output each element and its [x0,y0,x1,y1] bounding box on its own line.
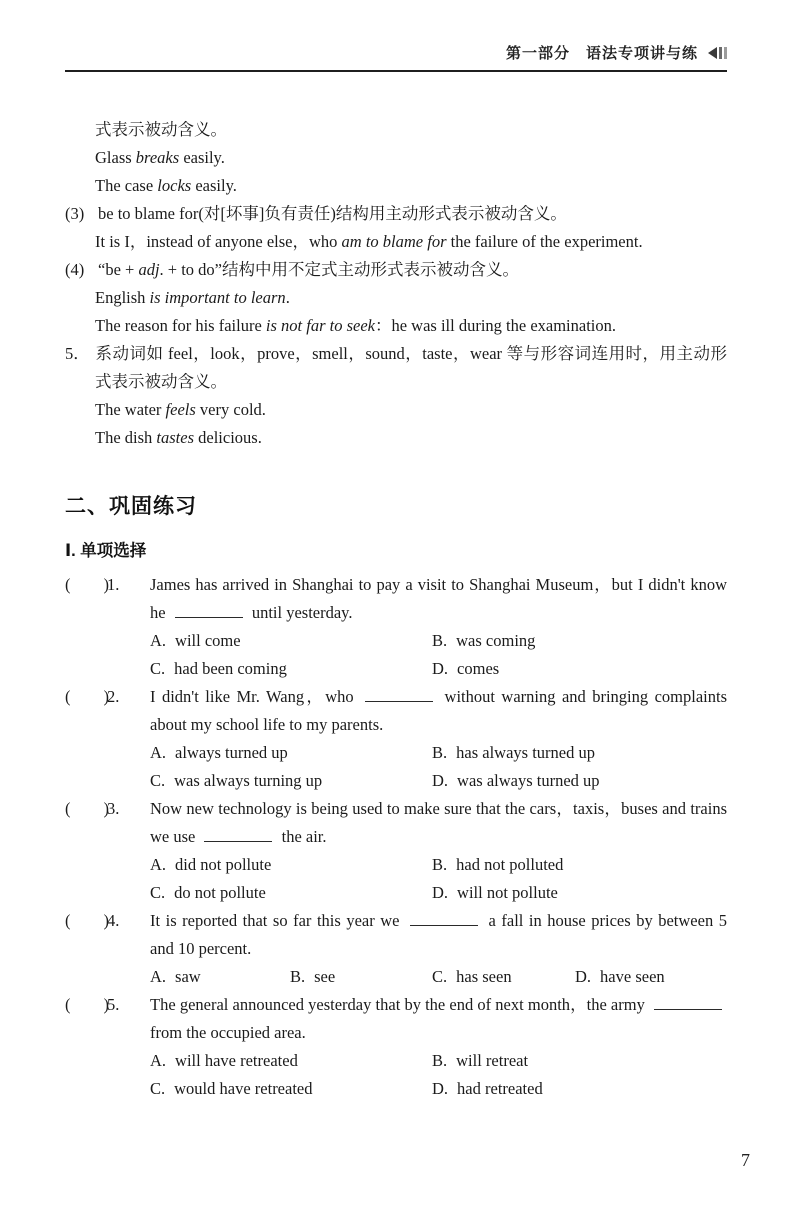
option-c [150,655,432,683]
option-letter: A. [150,1051,167,1070]
option-d [432,767,727,795]
header-row [65,42,727,63]
option-text: did not pollute [175,855,272,874]
text-run: easily. [179,148,225,167]
answer-paren: ( ) [65,799,109,818]
option-grid [150,851,727,907]
option-text: had not polluted [456,855,564,874]
option-text: was always turning up [174,771,323,790]
question [65,683,727,795]
option-a [150,739,432,767]
option-grid [150,627,727,683]
answer-blank [175,605,243,618]
question-text [150,795,727,851]
text-run: 系动词如 feel，look，prove，smell，sound，taste，wear 等与形容词连用时，用主动形式表示被动含义。 [95,344,727,391]
text-run: “be + [98,260,139,279]
question [65,795,727,907]
option-text: was always turned up [457,771,600,790]
intro-item [65,256,727,284]
text-run: The water [95,400,166,419]
option-text: has always turned up [456,743,595,762]
italic-text: tastes [156,428,195,447]
option-letter: C. [150,1079,166,1098]
question [65,907,727,991]
option-text: has seen [456,967,512,986]
option-c [150,1075,432,1103]
option-b [432,739,727,767]
text-run: from the occupied area. [150,1023,306,1042]
item-marker: 5． [65,344,90,363]
page-header [65,42,727,72]
header-section-label: 第一部分 语法专项讲与练 [505,45,698,62]
intro-item [65,200,727,228]
question-number: 3. [107,799,120,818]
option-letter: B. [290,967,306,986]
option-letter: B. [432,1051,448,1070]
option-c [150,767,432,795]
text-run: The reason for his failure [95,316,266,335]
question [65,571,727,683]
text-run: . + to do”结构中用不定式主动形式表示被动含义。 [159,260,520,279]
option-text: do not pollute [174,883,266,902]
answer-paren: ( ) [65,687,109,706]
question-text [150,683,727,739]
bar-icon [719,47,722,59]
option-letter: B. [432,631,448,650]
option-text: always turned up [175,743,288,762]
option-b [432,1047,727,1075]
option-letter: B. [432,855,448,874]
question-number: 2. [107,687,120,706]
text-run: . [285,288,290,307]
option-b [432,851,727,879]
option-b [290,963,432,991]
question-text [150,991,727,1047]
option-text: will come [175,631,241,650]
question [65,991,727,1103]
option-text: had retreated [457,1079,543,1098]
option-letter: C. [432,967,448,986]
option-a [150,1047,432,1075]
option-d [432,1075,727,1103]
option-d [432,655,727,683]
page-content [65,116,727,1103]
answer-paren: ( ) [65,911,109,930]
option-letter: D. [432,1079,449,1098]
italic-text: is not far to seek [265,316,375,335]
text-run: Glass [95,148,136,167]
option-grid [150,739,727,795]
answer-blank [410,913,478,926]
intro-line [95,284,727,312]
answer-paren: ( ) [65,995,109,1014]
italic-text: am to blame for [341,232,447,251]
option-text: see [314,967,336,986]
text-run: ：he was ill during the examination. [374,316,616,335]
option-b [432,627,727,655]
triangle-icon [708,47,717,59]
option-text: would have retreated [174,1079,313,1098]
intro-line [95,116,727,144]
option-text: will retreat [456,1051,529,1070]
option-letter: D. [432,883,449,902]
intro-lines [65,116,727,452]
text-run: the failure of the experiment. [446,232,643,251]
rewind-bars-icon [708,47,727,59]
italic-text: breaks [135,148,180,167]
option-text: was coming [456,631,536,650]
text-run: Now new technology is being used to make sure that the cars，taxis，buses and trains we use [150,799,727,846]
option-text: will not pollute [457,883,558,902]
text-run: the air. [277,827,327,846]
option-letter: C. [150,659,166,678]
answer-blank [365,689,433,702]
option-letter: D. [432,771,449,790]
intro-line [95,424,727,452]
bar-icon [724,47,727,59]
exercise-subsection-title: Ⅰ. 单项选择 [65,542,147,560]
header-rule [65,70,727,72]
option-c [432,963,575,991]
text-run: until yesterday. [247,603,353,622]
text-run: James has arrived in Shanghai to pay a visit to Shanghai Museum，but I didn't know he [150,575,727,622]
question-text [150,571,727,627]
text-run: It is I，instead of anyone else，who [95,232,342,251]
text-run: The dish [95,428,157,447]
page-number: 7 [741,1150,750,1170]
option-letter: C. [150,883,166,902]
intro-line [95,312,727,340]
option-a [150,963,290,991]
question-text [150,907,727,963]
option-letter: D. [575,967,592,986]
text-run: I didn't like Mr. Wang，who [150,687,361,706]
text-run: delicious. [194,428,262,447]
italic-text: locks [157,176,192,195]
option-letter: A. [150,967,167,986]
question-number: 5. [107,995,120,1014]
question-number: 1. [107,575,120,594]
text-run: English [95,288,150,307]
question-list [65,571,727,1103]
option-c [150,879,432,907]
option-text: had been coming [174,659,287,678]
option-d [432,879,727,907]
intro-line [95,172,727,200]
option-text: have seen [600,967,665,986]
option-letter: D. [432,659,449,678]
intro-line [95,228,727,256]
text-run: The case [95,176,158,195]
text-run: 式表示被动含义。 [95,120,227,139]
option-letter: B. [432,743,448,762]
item-marker: (4) [65,260,85,279]
text-run: easily. [191,176,237,195]
option-letter: A. [150,855,167,874]
answer-blank [204,829,272,842]
text-run: a fall in house prices by between 5 and 10 percent. [150,911,727,958]
option-grid [150,963,727,991]
option-a [150,627,432,655]
option-letter: A. [150,631,167,650]
text-run: It is reported that so far this year we [150,911,405,930]
intro-line [95,144,727,172]
intro-item [65,340,727,396]
exercise-section-title: 二、巩固练习 [65,495,197,518]
answer-paren: ( ) [65,575,109,594]
answer-blank [654,997,722,1010]
text-run: very cold. [195,400,266,419]
italic-text: feels [165,400,196,419]
option-letter: A. [150,743,167,762]
question-number: 4. [107,911,120,930]
text-run: The general announced yesterday that by the end of next month，the army [150,995,649,1014]
option-a [150,851,432,879]
intro-line [95,396,727,424]
italic-text: is important to learn [149,288,286,307]
option-text: comes [457,659,500,678]
text-run: without warning and bringing complaints about my school life to my parents. [150,687,727,734]
option-letter: C. [150,771,166,790]
option-grid [150,1047,727,1103]
item-marker: (3) [65,204,85,223]
option-text: saw [175,967,201,986]
option-d [575,963,727,991]
option-text: will have retreated [175,1051,298,1070]
text-run: be to blame for(对[坏事]负有责任)结构用主动形式表示被动含义。 [98,204,567,223]
italic-text: adj [138,260,160,279]
